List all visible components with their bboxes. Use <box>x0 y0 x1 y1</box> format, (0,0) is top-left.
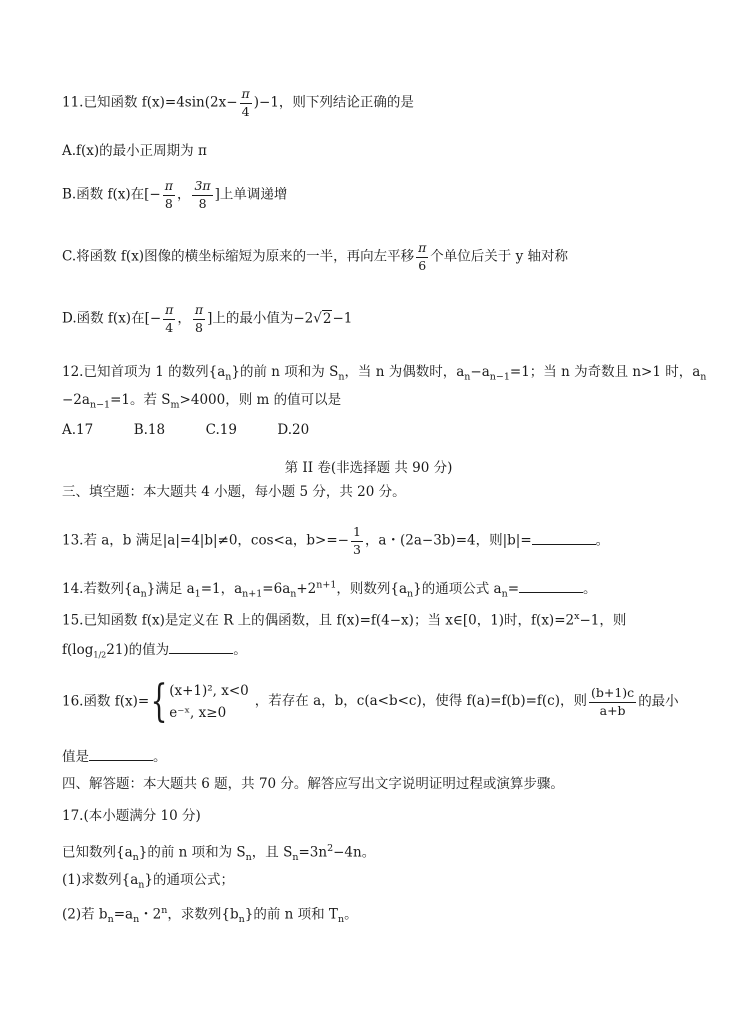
part-4-heading: 四、解答题：本大题共 6 题，共 70 分。解答应写出文字说明证明过程或演算步骤。 <box>62 776 564 792</box>
piecewise-cases: (x+1)², x<0 e⁻ˣ, x≥0 <box>169 683 249 721</box>
answer-blank <box>169 641 233 654</box>
piecewise-brace: { <box>150 676 168 727</box>
q15-line1: 15.已知函数 f(x)是定义在 R 上的偶函数，且 f(x)=f(4−x)；当 x∈[0，1)时，$f(x)=2^x-1$，则 <box>62 611 627 629</box>
q17-title: 17.(本小题满分 10 分) <box>62 808 201 824</box>
q17-stem: 已知数列$\{a_n\}$的前 n 项和为 $S_n$，且 $S_n=3n^2-4n$。 <box>62 843 376 864</box>
q14: 14.若数列$\{a_n\}$满足 $a_1=1$，$a_{n+1}=6a_n+2^{n+1}$，则数列$\{a_n\}$的通项公式 $a_n=$ 。 <box>62 579 597 600</box>
q12-stem-line1: 12.已知首项为 1 的数列$\{a_n\}$的前 n 项和为 $S_n$，当 n 为偶数时，$a_n-a_{n-1}=1$；当 n 为奇数且 n>1 时，$a_n$ <box>62 364 707 383</box>
fraction-pi-over-4: $\frac{\pi}{4}$ <box>241 86 250 119</box>
q11-stem: 11.已知函数 f(x)=4sin(2x− $\frac{\pi}{4}$ )−1，则下列结论正确的是 <box>62 86 414 119</box>
part-3-heading: 三、填空题：本大题共 4 小题，每小题 5 分，共 20 分。 <box>62 484 406 500</box>
answer-blank <box>89 748 153 761</box>
q11-option-c: C.将函数 f(x)图像的横坐标缩短为原来的一半，再向左平移 $\frac{\pi}{6}$ 个单位后关于 y 轴对称 <box>62 240 569 273</box>
answer-blank <box>532 532 596 545</box>
q17-part-1: (1)求数列$\{a_n\}$的通项公式； <box>62 872 234 891</box>
q12-options: A.17 B.18 C.19 D.20 <box>62 422 310 438</box>
q15-line2: $f(\log_{1/2}21)$的值为 。 <box>62 642 247 660</box>
q11-option-b: B.函数 f(x)在[− $\frac{\pi}{8}$ ， $\frac{3\pi}{8}$ ]上单调递增 <box>62 178 288 211</box>
section-heading: 第 II 卷(非选择题 共 90 分) <box>284 460 453 476</box>
answer-blank <box>519 580 583 593</box>
q16-line1: 16.函数 f(x)={ (x+1)², x<0 e⁻ˣ, x≥0 ，若存在 a，b，c(a<b<c)，使得 f(a)=f(b)=f(c)，则 $\frac{(b+1)c}{a+b}$ 的最小 <box>62 676 679 727</box>
q17-part-2: (2)若 $b_n=a_n$・2$^n$，求数列$\{b_n\}$的前 n 项和 $T_n$。 <box>62 905 358 926</box>
q11-option-a: A.f(x)的最小正周期为 π <box>62 143 207 159</box>
q16-line2: 值是 。 <box>62 749 167 765</box>
q11-option-d: D.函数 f(x)在[− $\frac{\pi}{4}$ ， $\frac{\pi}{8}$ ]上的最小值为−2√2−1 <box>62 302 353 335</box>
q12-stem-line2: $-2a_{n-1}=1$。若 $S_m>4000$，则 m 的值可以是 <box>62 392 342 411</box>
q13: 13.若 a，b 满足|a|=4|b|≠0，cos<a，b>=− $\frac{1}{3}$ ，a・(2a−3b)=4，则|b|= 。 <box>62 524 610 557</box>
